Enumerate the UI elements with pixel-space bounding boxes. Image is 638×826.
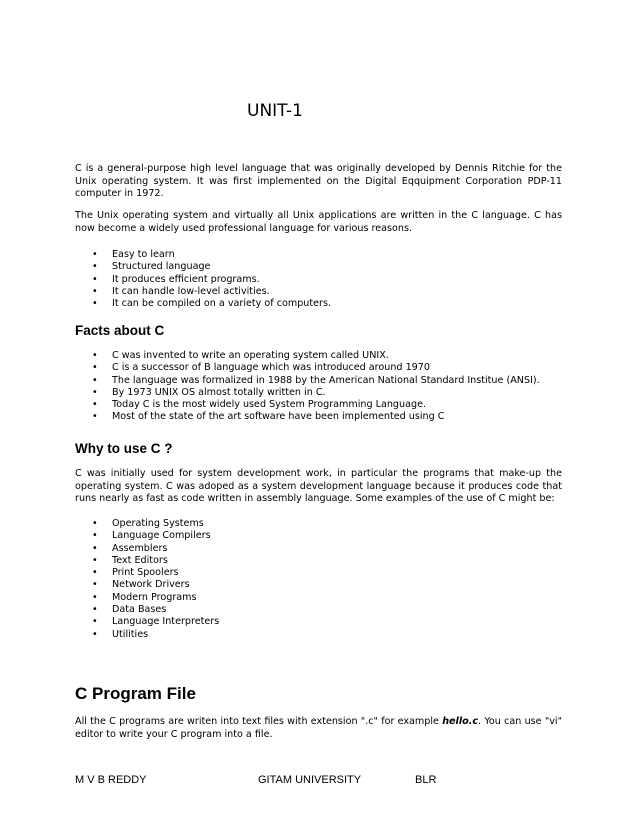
footer-author: M V B REDDY — [75, 774, 147, 786]
list-item: • Data Bases — [92, 604, 167, 616]
why-heading: Why to use C ? — [75, 441, 173, 456]
bullet-icon: • — [92, 374, 98, 386]
list-item: • C is a successor of B language which was introduced around 1970 — [92, 362, 430, 374]
list-item: • Easy to learn — [92, 249, 175, 260]
bullet-icon: • — [92, 411, 98, 423]
bullet-icon: • — [92, 554, 98, 566]
bullet-icon: • — [92, 628, 98, 640]
list-item: • Structured language — [92, 261, 211, 273]
list-item: • C was invented to write an operating system called UNIX. — [92, 350, 389, 361]
list-item: • Print Spoolers — [92, 567, 179, 579]
list-item: • Most of the state of the art software have been implemented using C — [92, 411, 445, 423]
filename-example: hello.c — [442, 716, 479, 727]
bullet-icon: • — [92, 273, 98, 285]
facts-list — [90, 350, 540, 424]
uses-list — [90, 518, 219, 641]
list-item: • Network Drivers — [92, 579, 190, 591]
list-item: • Today C is the most widely used System Programming Language. — [92, 399, 427, 411]
program-file-paragraph: All the C programs are writen into text files with extension ".c" for example hello.c. You can use "vi" editor to write your C program into a file. — [75, 716, 563, 740]
bullet-icon: • — [92, 542, 98, 554]
bullet-icon: • — [92, 362, 98, 374]
list-item: • Language Compilers — [92, 530, 211, 542]
list-item: • By 1973 UNIX OS almost totally written in C. — [92, 386, 326, 398]
bullet-icon: • — [92, 298, 98, 310]
footer-institution: GITAM UNIVERSITY — [258, 774, 362, 786]
list-item: • Language Interpreters — [92, 616, 220, 628]
list-item: • Modern Programs — [92, 591, 197, 603]
bullet-icon: • — [92, 386, 98, 398]
list-item: • Operating Systems — [92, 518, 204, 529]
intro-paragraph-2: The Unix operating system and virtually all Unix applications are written in the C language. C has now become a widely used professional language for various reasons. — [75, 210, 562, 234]
list-item: • It can handle low-level activities. — [92, 285, 270, 297]
bullet-icon: • — [92, 604, 98, 616]
bullet-icon: • — [92, 591, 98, 603]
bullet-icon: • — [92, 616, 98, 628]
bullet-icon: • — [92, 249, 98, 260]
bullet-icon: • — [92, 579, 98, 591]
program-file-heading: C Program File — [75, 684, 196, 703]
footer-campus: BLR — [415, 774, 437, 786]
list-item: • It can be compiled on a variety of computers. — [92, 298, 332, 310]
list-item: • It produces efficient programs. — [92, 273, 260, 285]
list-item: • The language was formalized in 1988 by the American National Standard Institue (ANSI). — [92, 374, 540, 386]
reasons-list — [90, 249, 331, 310]
list-item: • Assemblers — [92, 542, 168, 554]
bullet-icon: • — [92, 530, 98, 542]
facts-heading: Facts about C — [75, 323, 165, 338]
bullet-icon: • — [92, 285, 98, 297]
list-item: • Utilities — [92, 628, 149, 640]
why-paragraph: C was initially used for system development work, in particular the programs that make-up the operating system. C was adoped as a system development language because it produces code that runs nearly as fast as code written in assembly language. Some examples of the use of C might be: — [75, 468, 562, 504]
bullet-icon: • — [92, 567, 98, 579]
bullet-icon: • — [92, 399, 98, 411]
bullet-icon: • — [92, 350, 98, 361]
page-title: UNIT-1 — [247, 101, 303, 121]
bullet-icon: • — [92, 261, 98, 273]
bullet-icon: • — [92, 518, 98, 529]
list-item: • Text Editors — [92, 554, 168, 566]
intro-paragraph-1: C is a general-purpose high level language that was originally developed by Dennis Ritchie for the Unix operating system. It was first implemented on the Digital Eqquipment Corporation PDP-11 computer in 1972. — [75, 163, 562, 199]
